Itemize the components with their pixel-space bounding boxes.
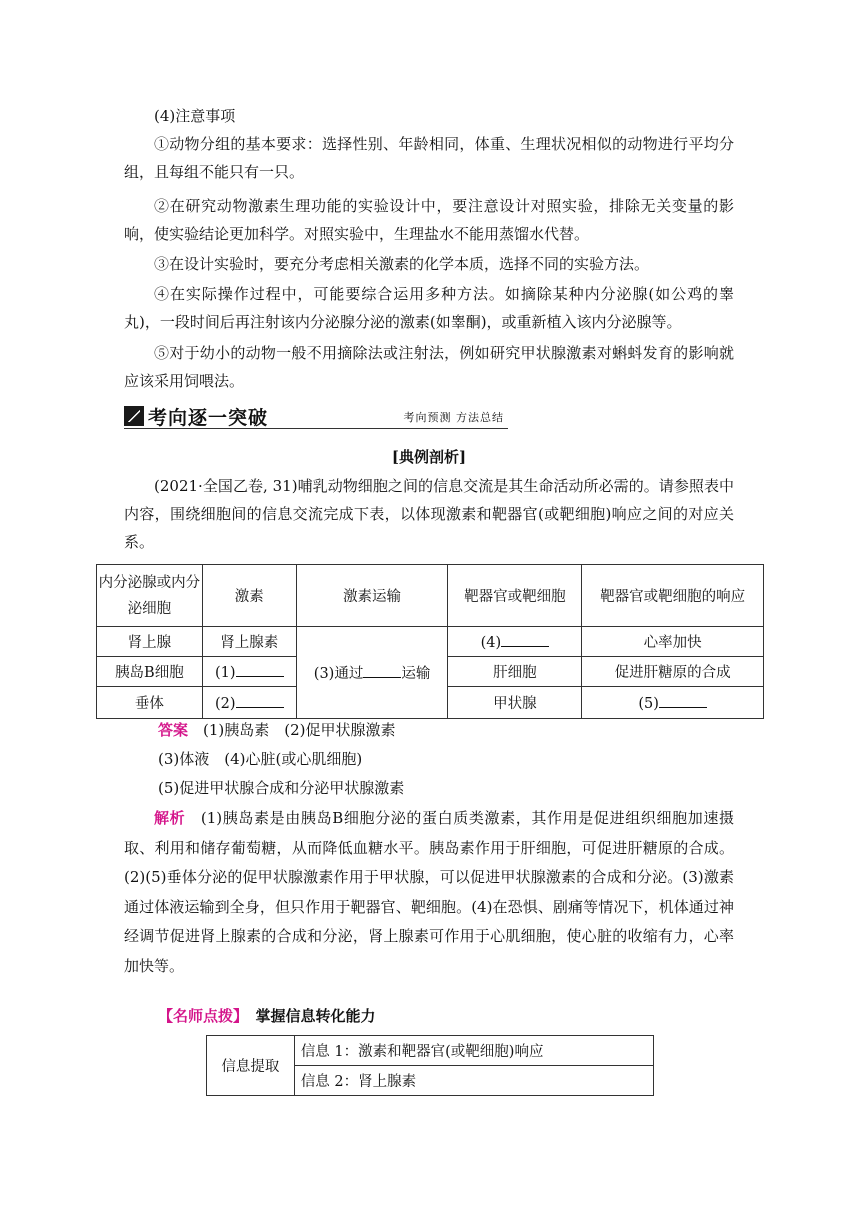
section-subtitle: 考向预测 方法总结 [403,411,504,424]
analysis-paragraph: 解析 (1)胰岛素是由胰岛B细胞分泌的蛋白质类激素，其作用是促进组织细胞加速摄取、利用和储存葡萄糖，从而降低血糖水平。胰岛素作用于肝细胞，可促进肝糖原的合成。(2)(5)垂体分泌的促甲状腺激素作用于甲状腺，可以促进甲状腺激素的合成和分泌。(3)激素通过体液运输到全身，但只作用于靶器官、靶细胞。(4)在恐惧、剧痛等情况下，机体通过神经调节促进肾上腺素的合成和分泌，肾上腺素可作用于心肌细胞，使心脏的收缩有力，心率加快等。 [124,809,734,975]
analysis-label: 解析 [154,809,186,827]
answer-blank [236,693,284,708]
answer-line-3: (5)促进甲状腺合成和分泌甲状腺激素 [158,779,405,797]
section-divider [124,428,508,429]
answer-line-1: 答案 (1)胰岛素 (2)促甲状腺激素 [158,721,396,739]
answer-blank [501,632,549,647]
info-1: 信息 1：激素和靶器官(或靶细胞)响应 [294,1036,653,1066]
cell-target: (4) [448,627,582,657]
notes-item-3: ③在设计实验时，要充分考虑相关激素的化学本质，选择不同的实验方法。 [154,255,650,273]
example-question: (2021·全国乙卷, 31)哺乳动物细胞之间的信息交流是其生命活动所必需的。请参照表中内容，围绕细胞间的信息交流完成下表，以体现激素和靶器官(或靶细胞)响应之间的对应关系。 [124,477,734,551]
info-table [206,1035,654,1096]
cell-target: 甲状腺 [448,687,582,719]
info-label: 信息提取 [207,1036,295,1096]
cell-hormone: (2) [202,687,296,719]
header-gland: 内分泌腺或内分泌细胞 [97,565,203,627]
cell-transport [296,627,448,719]
notes-item-4: ④在实际操作过程中，可能要综合运用多种方法。如摘除某种内分泌腺(如公鸡的睾丸)，一段时间后再注射该内分泌腺分泌的激素(如睾酮)，或重新植入该内分泌腺等。 [124,285,734,331]
table-header-row [97,565,764,627]
transport-blank [363,663,401,678]
answer-blank [236,662,284,677]
cell-gland: 垂体 [97,687,203,719]
notes-item-2: ②在研究动物激素生理功能的实验设计中，要注意设计对照实验，排除无关变量的影响，使实验结论更加科学。对照实验中，生理盐水不能用蒸馏水代替。 [124,197,734,243]
cell-response: (5) [582,687,764,719]
notes-item-5: ⑤对于幼小的动物一般不用摘除法或注射法，例如研究甲状腺激素对蝌蚪发育的影响就应该采用饲喂法。 [124,344,734,390]
answer-line-2: (3)体液 (4)心脏(或心肌细胞) [158,750,363,768]
header-response: 靶器官或靶细胞的响应 [582,565,764,627]
tip-title: 掌握信息转化能力 [255,1007,376,1025]
cell-gland: 胰岛B细胞 [97,657,203,687]
table-row [207,1036,654,1066]
notes-heading: (4)注意事项 [154,107,236,125]
cell-response: 心率加快 [582,627,764,657]
cell-gland: 肾上腺 [97,627,203,657]
hormone-table [96,564,764,719]
info-2: 信息 2：肾上腺素 [294,1066,653,1096]
section-header [124,404,508,428]
cell-hormone: (1) [202,657,296,687]
example-label: [典例剖析] [391,448,467,466]
header-hormone: 激素 [202,565,296,627]
answer-label: 答案 [158,721,189,739]
notes-item-1: ①动物分组的基本要求：选择性别、年龄相同，体重、生理状况相似的动物进行平均分组，且每组不能只有一只。 [124,135,734,181]
header-transport: 激素运输 [296,565,448,627]
section-arrow-icon [124,406,144,426]
answer-blank [659,693,707,708]
transport-prefix: (3)通过 [313,666,364,682]
table-row [97,627,764,657]
cell-hormone: 肾上腺素 [202,627,296,657]
cell-target: 肝细胞 [448,657,582,687]
tip-heading [158,1002,738,1030]
tip-label: 【名师点拨】 [158,1007,241,1025]
transport-suffix: 运输 [401,666,431,682]
cell-response: 促进肝糖原的合成 [582,657,764,687]
header-target: 靶器官或靶细胞 [448,565,582,627]
section-title: 考向逐一突破 [148,407,269,429]
